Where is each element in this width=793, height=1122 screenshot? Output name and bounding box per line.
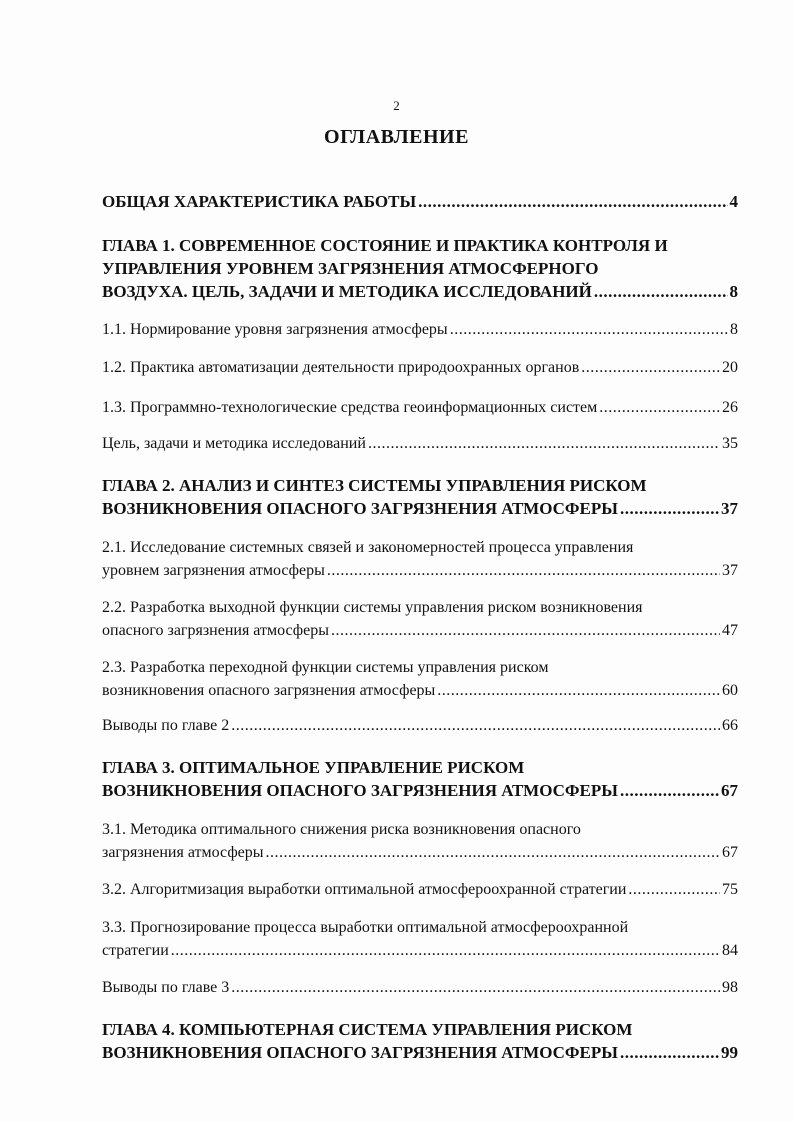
toc-entry-text: стратегии bbox=[102, 942, 169, 959]
toc-section-entry[interactable] bbox=[102, 976, 738, 999]
toc-page-number: 75 bbox=[722, 881, 738, 898]
dot-leader bbox=[231, 976, 720, 999]
toc-chapter-entry[interactable] bbox=[102, 756, 738, 802]
toc-entry-text: ВОЗНИКНОВЕНИЯ ОПАСНОГО ЗАГРЯЗНЕНИЯ АТМОСФЕРЫ bbox=[102, 781, 618, 800]
toc-entry-leader-line bbox=[102, 779, 738, 802]
toc-entry-leader-line bbox=[102, 559, 738, 582]
dot-leader bbox=[266, 841, 720, 864]
toc-entry-text: опасного загрязнения атмосферы bbox=[102, 622, 330, 639]
toc-entry-text: возникновения опасного загрязнения атмосферы bbox=[102, 682, 436, 699]
dot-leader bbox=[599, 396, 720, 419]
toc-entry-leader-line bbox=[102, 396, 738, 419]
toc-page-number: 67 bbox=[721, 781, 738, 800]
dot-leader bbox=[231, 714, 720, 737]
dot-leader bbox=[628, 878, 720, 901]
toc-entry-leader-line bbox=[102, 939, 738, 962]
toc-page-number: 35 bbox=[722, 435, 738, 452]
dot-leader bbox=[620, 1041, 719, 1064]
toc-entry-text: 3.2. Алгоритмизация выработки оптимальной атмосфероохранной стратегии bbox=[102, 881, 627, 898]
dot-leader bbox=[594, 280, 728, 303]
dot-leader bbox=[450, 318, 728, 341]
toc-page-number: 20 bbox=[722, 359, 738, 376]
toc-page-number: 84 bbox=[722, 942, 738, 959]
toc-entry-line: 2.1. Исследование системных связей и закономерностей процесса управления bbox=[102, 539, 634, 556]
toc-entry-text: Выводы по главе 2 bbox=[102, 717, 230, 734]
dot-leader bbox=[327, 559, 720, 582]
toc-entry-line: УПРАВЛЕНИЯ УРОВНЕМ ЗАГРЯЗНЕНИЯ АТМОСФЕРНОГО bbox=[102, 259, 599, 278]
toc-entry-line: 3.3. Прогнозирование процесса выработки оптимальной атмосфероохранной bbox=[102, 919, 629, 936]
toc-page-number: 8 bbox=[730, 321, 738, 338]
toc-entry-text: Цель, задачи и методика исследований bbox=[102, 435, 366, 452]
page-title: ОГЛАВЛЕНИЕ bbox=[324, 126, 469, 148]
toc-page-number: 37 bbox=[722, 562, 738, 579]
toc-entry-text: 1.3. Программно-технологические средства геоинформационных систем bbox=[102, 399, 598, 416]
toc-section-entry[interactable] bbox=[102, 878, 738, 901]
toc-page-number: 47 bbox=[722, 622, 738, 639]
toc-page-number: 26 bbox=[722, 399, 738, 416]
toc-entry-leader-line bbox=[102, 1041, 738, 1064]
dot-leader bbox=[331, 619, 720, 642]
toc-entry-line: ГЛАВА 1. СОВРЕМЕННОЕ СОСТОЯНИЕ И ПРАКТИКА КОНТРОЛЯ И bbox=[102, 236, 668, 255]
toc-section-entry[interactable] bbox=[102, 356, 738, 379]
toc-page-number: 99 bbox=[721, 1043, 738, 1062]
toc-entry-text: 1.1. Нормирование уровня загрязнения атмосферы bbox=[102, 321, 448, 338]
toc-section-entry[interactable] bbox=[102, 318, 738, 341]
toc-page-number: 66 bbox=[722, 717, 738, 734]
toc-entry-text: ВОЗНИКНОВЕНИЯ ОПАСНОГО ЗАГРЯЗНЕНИЯ АТМОСФЕРЫ bbox=[102, 499, 618, 518]
dot-leader bbox=[437, 679, 720, 702]
toc-chapter-entry[interactable] bbox=[102, 190, 738, 213]
toc-section-entry[interactable] bbox=[102, 536, 738, 582]
toc-entry-leader-line bbox=[102, 841, 738, 864]
toc-page-number: 4 bbox=[729, 192, 738, 211]
toc-entry-text: ОБЩАЯ ХАРАКТЕРИСТИКА РАБОТЫ bbox=[102, 192, 417, 211]
toc-entry-line: ГЛАВА 2. АНАЛИЗ И СИНТЕЗ СИСТЕМЫ УПРАВЛЕНИЯ РИСКОМ bbox=[102, 476, 647, 495]
toc-entry-leader-line bbox=[102, 976, 738, 999]
toc-page-number: 98 bbox=[722, 979, 738, 996]
toc-entry-line: 3.1. Методика оптимального снижения риска возникновения опасного bbox=[102, 821, 581, 838]
toc-entry-text: 1.2. Практика автоматизации деятельности природоохранных органов bbox=[102, 359, 580, 376]
toc-page-number: 37 bbox=[721, 499, 738, 518]
toc-entry-leader-line bbox=[102, 190, 738, 213]
toc-section-entry[interactable] bbox=[102, 596, 738, 642]
toc-entry-leader-line bbox=[102, 356, 738, 379]
toc-entry-leader-line bbox=[102, 878, 738, 901]
toc-entry-text: уровнем загрязнения атмосферы bbox=[102, 562, 325, 579]
toc-entry-leader-line bbox=[102, 497, 738, 520]
toc-entry-leader-line bbox=[102, 280, 738, 303]
dot-leader bbox=[581, 356, 720, 379]
toc-entry-leader-line bbox=[102, 432, 738, 455]
toc-section-entry[interactable] bbox=[102, 396, 738, 419]
toc-entry-line: ГЛАВА 3. ОПТИМАЛЬНОЕ УПРАВЛЕНИЕ РИСКОМ bbox=[102, 758, 525, 777]
toc-entry-line: 2.2. Разработка выходной функции системы управления риском возникновения bbox=[102, 599, 643, 616]
toc-section-entry[interactable] bbox=[102, 818, 738, 864]
toc-section-entry[interactable] bbox=[102, 916, 738, 962]
toc-section-entry[interactable] bbox=[102, 432, 738, 455]
toc-page-number: 67 bbox=[722, 844, 738, 861]
toc-chapter-entry[interactable] bbox=[102, 234, 738, 303]
dot-leader bbox=[418, 190, 727, 213]
toc-entry-text: ВОЗНИКНОВЕНИЯ ОПАСНОГО ЗАГРЯЗНЕНИЯ АТМОСФЕРЫ bbox=[102, 1043, 618, 1062]
toc-chapter-entry[interactable] bbox=[102, 474, 738, 520]
page-number: 2 bbox=[393, 98, 400, 113]
toc-entry-leader-line bbox=[102, 318, 738, 341]
toc-page-number: 60 bbox=[722, 682, 738, 699]
dot-leader bbox=[620, 497, 719, 520]
toc-section-entry[interactable] bbox=[102, 656, 738, 702]
dot-leader bbox=[620, 779, 719, 802]
dot-leader bbox=[368, 432, 720, 455]
dot-leader bbox=[171, 939, 720, 962]
toc-entry-leader-line bbox=[102, 619, 738, 642]
toc-entry-line: 2.3. Разработка переходной функции системы управления риском bbox=[102, 659, 549, 676]
toc-page-number: 8 bbox=[729, 282, 738, 301]
toc-entry-leader-line bbox=[102, 714, 738, 737]
toc-entry-line: ГЛАВА 4. КОМПЬЮТЕРНАЯ СИСТЕМА УПРАВЛЕНИЯ РИСКОМ bbox=[102, 1020, 633, 1039]
toc-entry-text: загрязнения атмосферы bbox=[102, 844, 264, 861]
toc-chapter-entry[interactable] bbox=[102, 1018, 738, 1064]
toc-entry-text: Выводы по главе 3 bbox=[102, 979, 230, 996]
toc-entry-leader-line bbox=[102, 679, 738, 702]
toc-entry-text: ВОЗДУХА. ЦЕЛЬ, ЗАДАЧИ И МЕТОДИКА ИССЛЕДОВАНИЙ bbox=[102, 282, 592, 301]
toc-section-entry[interactable] bbox=[102, 714, 738, 737]
